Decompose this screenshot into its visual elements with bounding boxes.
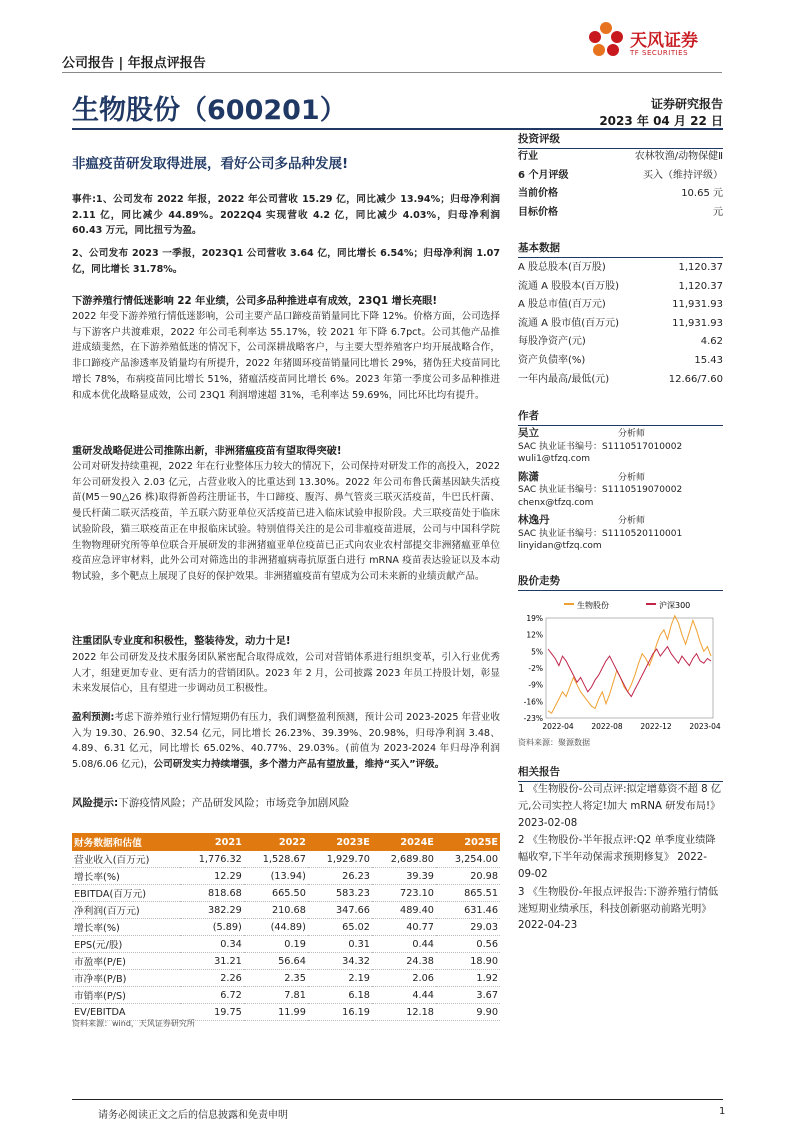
analyst-name: 陈潇 [518,470,539,483]
basic-data-value: 12.66/7.60 [668,373,723,385]
rating-row [518,167,723,186]
table-cell: (13.94) [244,868,308,885]
section-title-2: 重研发战略促进公司推陈出新，非洲猪瘟疫苗有望取得突破! [72,446,342,457]
table-cell: 市盈率(P/E) [72,953,180,970]
authors-title: 作者 [518,408,723,426]
event-paragraph-2 [72,246,500,277]
table-cell: 18.90 [436,953,500,970]
analyst-header [518,471,723,485]
table-cell: 营业收入(百万元) [72,851,180,868]
table-row [72,953,500,970]
analyst-name: 吴立 [518,427,539,439]
basic-data-row [518,296,723,315]
chart-source: 资料来源：聚源数据 [518,738,590,747]
table-header-cell: 2022 [244,833,308,851]
basic-data-list [518,259,723,389]
table-cell: 631.46 [436,902,500,919]
headline: 非瘟疫苗研发取得进展，看好公司多品种发展! [72,156,349,172]
table-cell: 增长率(%) [72,919,180,936]
x-tick-label: 2022-08 [591,722,623,731]
related-report-link[interactable]: 2 《生物股份-半年报点评:Q2 单季度业绩降幅收窄,下半年动保需求预期修复》 2022-09-02 [518,835,716,880]
table-cell: 9.90 [436,1004,500,1021]
table-cell: 7.81 [244,987,308,1004]
table-row [72,970,500,987]
table-cell: 1,929.70 [308,851,372,868]
table-cell: 1.92 [436,970,500,987]
table-cell: 347.66 [308,902,372,919]
analyst-role: 分析师 [618,429,646,439]
x-tick-label: 2022-04 [542,722,574,731]
analyst-header [518,427,723,441]
analyst-role: 分析师 [618,472,646,483]
table-cell: 382.29 [180,902,244,919]
table-cell: 34.32 [308,953,372,970]
stock-price-chart [518,594,723,734]
section-title-1: 下游养殖行情低迷影响 22 年业绩，公司多品种推进卓有成效，23Q1 增长亮眼! [72,296,438,307]
section-body-1: 2022 年受下游养殖行情低迷影响，公司主要产品口蹄疫苗销量同比下降 12%。价格方面，公司选择与下游客户共渡难艰，2022 年公司毛利率达 55.17%，较 2021 年下降 6.7pct。公司其他产品推进成绩斐然，在下游养殖低迷的情况下，公司深耕战略客户，与主要大型养殖客户均开展战略合作，非口蹄疫产品渗透率及销量均有所提升，2022 年猪圆环疫苗销量同比增长 29%，猪伪狂犬疫苗同比增长 78%，布病疫苗同比增长 51%，猪瘟活疫苗同比增长 6%。2023 年第一季度公司多品种推进和成本优化战略显成效，公司 23Q1 利润增速超 31%，毛利率达 59.69%，同比环比均有提升。 [72,311,500,401]
table-header-cell: 2021 [180,833,244,851]
rating-value: 10.65 元 [681,188,723,199]
table-cell: 2.19 [308,970,372,987]
section-body-3: 2022 年公司研发及技术服务团队紧密配合取得成效，公司对营销体系进行组织变革，引入行业优秀人才，组建更加专业、更有活力的营销团队。2023 年 2 月，公司披露 2023 年员工持股计划，彰显未来发展信心，且有望进一步调动员工积极性。 [72,652,500,695]
y-tick-label: -9% [528,680,543,690]
basic-data-row [518,352,723,371]
risk-label: 风险提示: [72,797,119,809]
event-text-1: 1、公司发布 2022 年报，2022 年公司营收 15.29 亿，同比减少 13.94%；归母净利润 2.11 亿，同比减少 44.89%。2022Q4 实现营收 4.2 亿，同比减少 4.03%，归母净利润 60.43 万元，同比扭亏为盈。 [72,194,500,237]
table-cell: 665.50 [244,885,308,902]
basic-data-key: A 股总市值(百万元) [518,299,606,311]
table-row [72,851,500,868]
risk-body: 下游疫情风险；产品研发风险；市场竞争加剧风险 [118,797,350,809]
table-cell: 16.19 [308,1004,372,1021]
table-header-cell: 2023E [308,833,372,851]
related-report-link[interactable]: 1 《生物股份-公司点评:拟定增募资不超 8 亿元,公司实控人将定!加大 mRNA 研发布局!》 2023-02-08 [518,784,721,829]
table-cell: (44.89) [244,919,308,936]
analyst-card [518,471,723,510]
legend-label-index: 沪深300 [659,601,691,610]
related-list [518,782,723,936]
disclaimer: 请务必阅读正文之后的信息披露和免责申明 [98,1110,288,1121]
basic-data-value: 1,120.37 [678,262,723,273]
related-report-link[interactable]: 3 《生物股份-年报点评报告:下游养殖行情低迷短期业绩承压，科技创新驱动前路光明》 2022-04-23 [518,886,719,932]
table-cell: 市销率(P/S) [72,987,180,1004]
table-cell: 1,528.67 [244,851,308,868]
x-tick-label: 2023-04 [689,722,721,731]
table-cell: 20.98 [436,868,500,885]
report-category: 公司报告 | 年报点评报告 [62,56,206,71]
header-divider [62,72,722,73]
table-cell: 583.23 [308,885,372,902]
table-cell: 0.56 [436,936,500,953]
analyst-email[interactable]: wuli1@tfzq.com [518,454,591,464]
y-tick-label: 19% [526,614,543,623]
brand-flower-icon [585,18,627,66]
table-row [72,919,500,936]
basic-data-title: 基本数据 [518,240,723,258]
analyst-cert: SAC 执业证书编号：S1110520110001 [518,528,683,539]
rating-row [518,148,723,167]
basic-data-key: 流通 A 股市值(百万元) [518,317,620,329]
title-divider [72,128,723,130]
table-row [72,902,500,919]
table-cell: EV/EBITDA [72,1004,180,1021]
chart-plot-area [524,614,721,731]
table-cell: 6.18 [308,987,372,1004]
basic-data-row [518,278,723,297]
table-cell: 210.68 [244,902,308,919]
table-header-cell: 2025E [436,833,500,851]
table-cell: 4.44 [372,987,436,1004]
analyst-email[interactable]: chenx@tfzq.com [518,497,594,508]
basic-data-value: 11,931.93 [672,317,723,329]
analyst-cert: SAC 执业证书编号：S1110517010002 [518,441,683,452]
table-row [72,936,500,953]
table-cell: 31.21 [180,953,244,970]
financial-table [72,833,500,1021]
basic-data-value: 4.62 [700,336,723,348]
rating-value: 元 [713,206,723,218]
forecast-emphasis: 公司研发实力持续增强，多个潜力产品有望放量，维持“买入”评级。 [153,759,445,771]
y-tick-label: -2% [528,664,543,673]
table-cell: 26.23 [308,868,372,885]
basic-data-value: 15.43 [694,354,723,366]
risk-paragraph [72,796,500,812]
legend-label-stock: 生物股份 [577,601,609,610]
basic-data-row [518,315,723,334]
table-row [72,987,500,1004]
analyst-card [518,427,723,466]
chart-title: 股价走势 [518,573,723,591]
financial-table-header [72,833,500,851]
analyst-header [518,514,723,528]
table-cell: 65.02 [308,919,372,936]
event-paragraph-1 [72,192,500,239]
author-list [518,427,723,558]
x-tick-label: 2022-12 [640,722,672,731]
basic-data-row [518,371,723,390]
table-cell: 0.34 [180,936,244,953]
table-cell: 56.64 [244,953,308,970]
table-cell: 2,689.80 [372,851,436,868]
table-cell: 39.39 [372,868,436,885]
rating-key: 6 个月评级 [518,169,569,181]
y-tick-label: 12% [526,630,543,640]
table-cell: 12.18 [372,1004,436,1021]
table-header-cell: 2024E [372,833,436,851]
brand-logo [585,18,725,66]
table-cell: 40.77 [372,919,436,936]
table-cell: 3.67 [436,987,500,1004]
rating-title: 投资评级 [518,131,723,149]
rating-list [518,148,723,222]
section-body-2: 公司对研发持续重视，2022 年在行业整体压力较大的情况下，公司保持对研发工作的高投入，2022 年公司研发投入 2.03 亿元，占营业收入的比重达到 13.30%。2022 年公司布鲁氏菌基因缺失活疫苗(M5－90△26 株)取得新兽药注册证书，牛口蹄疫、腹泻、鼻气管炎三联灭活疫苗，牛巴氏杆菌、曼氏杆菌二联灭活疫苗，羊五联六防亚单位灭活疫苗已进入临床试验申报阶段。犬三联疫苗处于临床试验阶段，猫三联疫苗正在申报临床试验。特别值得关注的是公司非瘟疫苗进展，公司与中国科学院生物物理研究所等单位联合开展研发的非洲猪瘟亚单位疫苗已正式向农业农村部提交非洲猪瘟亚单位疫苗应急评审材料，此外公司对筛选出的非洲猪瘟病毒抗原蛋白进行 mRNA 疫苗表达验证以及本动物试验，多个靶点上展现了良好的保护效果。非洲猪瘟疫苗有望成为公司未来新的业绩贡献产品。 [72,461,500,582]
basic-data-key: A 股总股本(百万股) [518,262,606,273]
brand-name: 天风证券 [630,31,698,51]
related-title: 相关报告 [518,764,723,782]
table-cell: 19.75 [180,1004,244,1021]
table-cell: 12.29 [180,868,244,885]
table-cell: 3,254.00 [436,851,500,868]
forecast-body: 考虑下游养殖行业行情短期仍有压力，我们调整盈利预测，预计公司 2023-2025 年营业收入为 19.30、26.90、32.54 亿元，同比增长 26.23%、39.39%、20.98%，归母净利润 3.48、4.89、6.31 亿元，同比增长 65.02%、40.77%、29.03%。(前值为 2023-2024 年归母净利润 5.08/6.06 亿元)， [72,712,501,771]
table-cell: 24.38 [372,953,436,970]
basic-data-key: 流通 A 股股本(百万股) [518,280,620,292]
basic-data-key: 一年内最高/最低(元) [518,373,610,385]
basic-data-value: 11,931.93 [672,299,723,311]
analyst-name: 林逸丹 [518,514,550,526]
basic-data-value: 1,120.37 [678,280,723,292]
rating-value: 买入（维持评级） [643,169,723,181]
brand-name-en: TF SECURITIES [630,49,689,57]
table-cell: 818.68 [180,885,244,902]
footer-divider [72,1099,723,1100]
analyst-card [518,514,723,553]
table-cell: 2.26 [180,970,244,987]
basic-data-key: 每股净资产(元) [518,336,586,348]
analyst-email[interactable]: linyidan@tfzq.com [518,541,602,551]
rating-row [518,204,723,223]
table-cell: 2.06 [372,970,436,987]
basic-data-row [518,333,723,352]
table-cell: 2.35 [244,970,308,987]
table-cell: 净利润(百万元) [72,902,180,919]
table-header-cell: 财务数据和估值 [72,833,180,851]
table-cell: 0.19 [244,936,308,953]
report-date: 2023 年 04 月 22 日 [599,114,723,128]
y-tick-label: -16% [523,697,543,707]
table-cell: 市净率(P/B) [72,970,180,987]
rating-key: 行业 [518,151,538,162]
series-line-stock [548,616,711,714]
event-text-2: 2、公司发布 2023 一季报，2023Q1 公司营收 3.64 亿，同比增长 6.54%；归母净利润 1.07 亿，同比增长 31.78%。 [72,248,500,275]
table-cell: 6.72 [180,987,244,1004]
basic-data-row [518,259,723,278]
page-number: 1 [719,1106,726,1117]
table-cell: 0.31 [308,936,372,953]
table-cell: 865.51 [436,885,500,902]
table-cell: EBITDA(百万元) [72,885,180,902]
event-label: 事件: [72,194,96,205]
table-row [72,885,500,902]
table-cell: 1,776.32 [180,851,244,868]
basic-data-key: 资产负债率(%) [518,354,586,366]
table-cell: EPS(元/股) [72,936,180,953]
financial-table-body [72,851,500,1021]
table-cell: 723.10 [372,885,436,902]
y-tick-label: -23% [523,714,543,723]
forecast-paragraph [72,710,500,773]
section-title-3: 注重团队专业度和积极性，整装待发，动力十足! [72,636,291,647]
table-cell: 0.44 [372,936,436,953]
table-cell: 11.99 [244,1004,308,1021]
forecast-label: 盈利预测: [72,712,115,723]
table-cell: 489.40 [372,902,436,919]
rating-value: 农林牧渔/动物保健Ⅱ [634,151,723,162]
page-title: 生物股份（600201） [72,95,347,126]
rating-key: 目标价格 [518,206,558,218]
analyst-cert: SAC 执业证书编号：S1110519070002 [518,485,683,495]
rating-row [518,185,723,204]
chart-frame [546,618,713,718]
report-type: 证券研究报告 [650,97,723,111]
analyst-role: 分析师 [618,516,646,526]
table-row [72,868,500,885]
table-cell: 增长率(%) [72,868,180,885]
rating-key: 当前价格 [518,188,558,199]
y-tick-label: 5% [531,647,543,657]
table-cell: 29.03 [436,919,500,936]
table-cell: (5.89) [180,919,244,936]
table-source: 资料来源：wind，天风证券研究所 [72,1019,195,1028]
